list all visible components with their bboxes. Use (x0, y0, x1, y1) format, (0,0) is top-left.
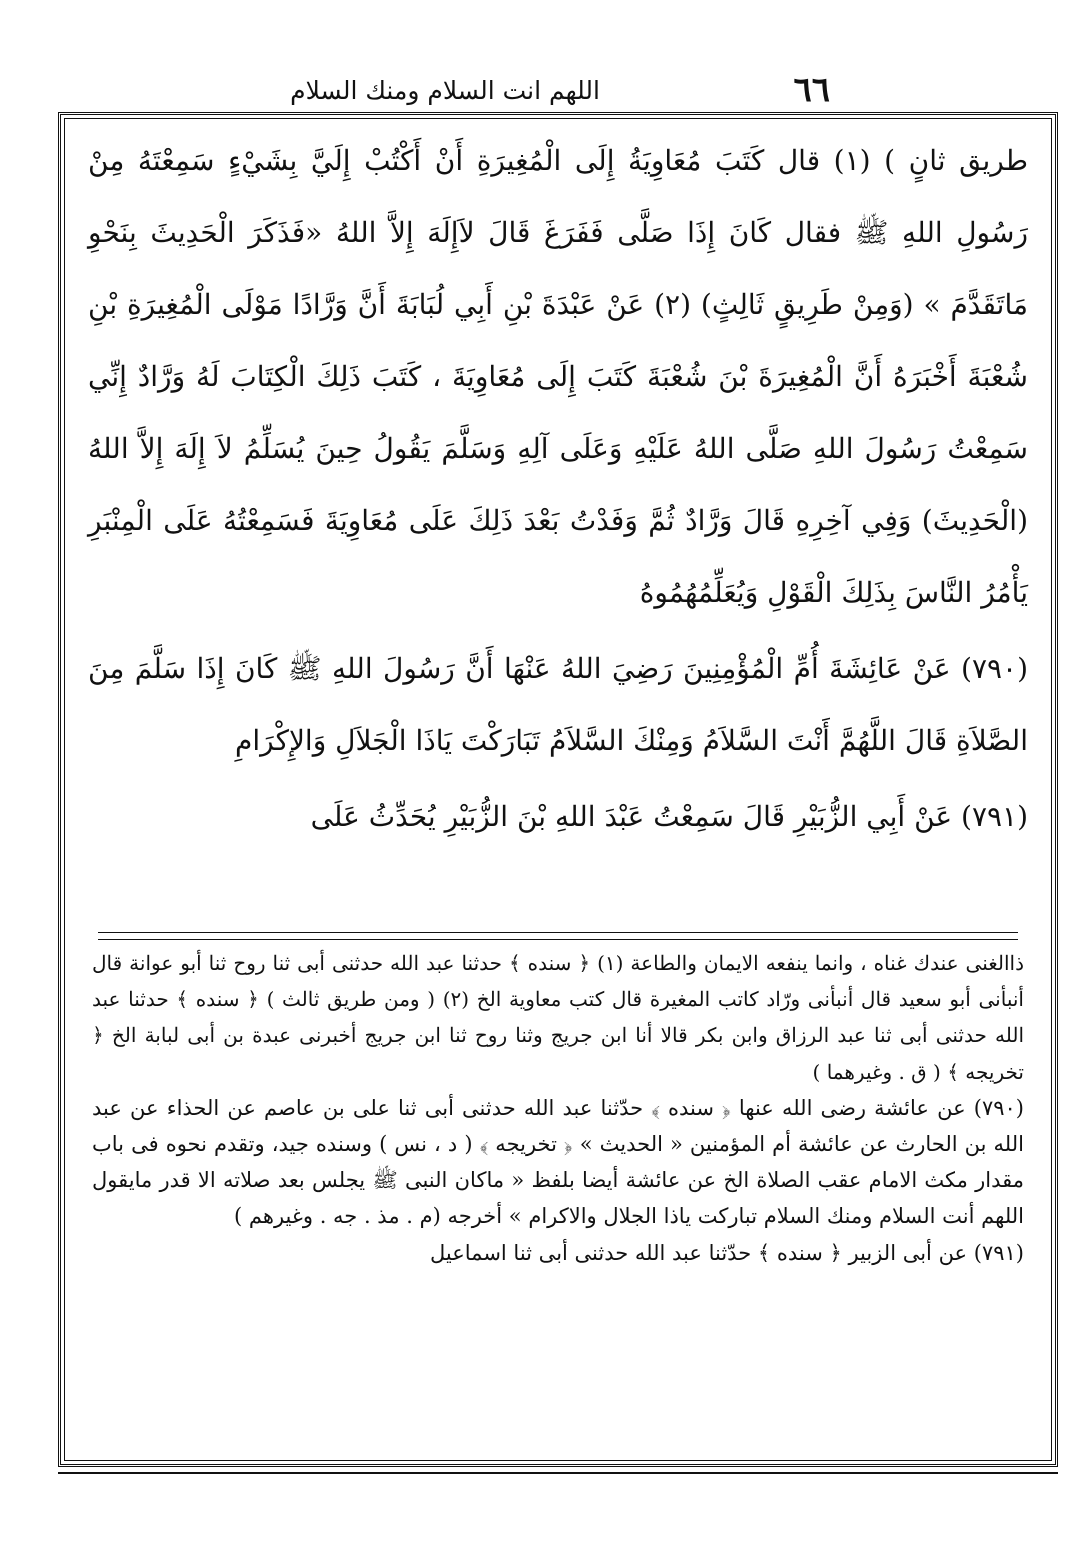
footnotes (92, 945, 1024, 1271)
running-title: اللهم انت السلام ومنك السلام (290, 76, 600, 105)
hadith-790: (٧٩٠) عَنْ عَائِشَةَ أُمِّ الْمُؤْمِنِينَ رَضِيَ اللهُ عَنْهَا أَنَّ رَسُولَ اللهِ ﷺ كَانَ إِذَا سَلَّمَ مِنَ الصَّلاَةِ قَالَ اللَّهُمَّ أَنْتَ السَّلاَمُ وَمِنْكَ السَّلاَمُ تَبَارَكْتَ يَاذَا الْجَلاَلِ وَالإِكْرَامِ (88, 652, 1028, 757)
footnote-hadith-790: (٧٩٠) عن عائشة رضى الله عنها ﴿ سنده ﴾ حدّثنا عبد الله حدثنى أبى ثنا على بن عاصم عن الحذاء عن عبد الله بن الحارث عن عائشة أم المؤمنين « الحديث » ﴿ تخريجه ﴾ ( د ، نس ) وسنده جيد، وتقدم نحوه فى باب مقدار مكث الامام عقب الصلاة الخ عن عائشة أيضا بلفظ « ماكان النبى ﷺ يجلس بعد صلاته الا قدر مايقول اللهم أنت السلام ومنك السلام تباركت ياذا الجلال والاكرام » أخرجه (م . مذ . جه . وغيرهم ) (92, 1095, 1024, 1229)
main-paragraph: طريق ثانٍ ) (١) قال كَتَبَ مُعَاوِيَةُ إِلَى الْمُغِيرَةِ أَنْ أَكْتُبْ إِلَيَّ بِشَيْءٍ سَمِعْتَهُ مِنْ رَسُولِ اللهِ ﷺ فقال كَانَ إِذَا صَلَّى فَفَرَغَ قَالَ لاَإِلَهَ إِلاَّ اللهُ «فَذَكَرَ الْحَدِيثَ بِنَحْوِ مَاتَقَدَّمَ » (وَمِنْ طَرِيقٍ ثَالِثٍ) (٢) عَنْ عَبْدَةَ بْنِ أَبِي لُبَابَةَ أَنَّ وَرَّادًا مَوْلَى الْمُغِيرَةِ بْنِ شُعْبَةَ أَخْبَرَهُ أَنَّ الْمُغِيرَةَ بْنَ شُعْبَةَ كَتَبَ إِلَى مُعَاوِيَةَ ، كَتَبَ ذَلِكَ الْكِتَابَ لَهُ وَرَّادٌ إِنِّي سَمِعْتُ رَسُولَ اللهِ صَلَّى اللهُ عَلَيْهِ وَعَلَى آلِهِ وَسَلَّمَ يَقُولُ حِينَ يُسَلِّمُ لاَ إِلَهَ إِلاَّ اللهُ (الْحَدِيثَ) وَفِي آخِرِهِ قَالَ وَرَّادٌ ثُمَّ وَفَدْتُ بَعْدَ ذَلِكَ عَلَى مُعَاوِيَةَ فَسَمِعْتُهُ عَلَى الْمِنْبَرِ يَأْمُرُ النَّاسَ بِذَلِكَ الْقَوْلِ وَيُعَلِّمُهُمُوهُ (88, 144, 1029, 609)
hadith-791: (٧٩١) عَنْ أَبِي الزُّبَيْرِ قَالَ سَمِعْتُ عَبْدَ اللهِ بْنَ الزُّبَيْرِ يُحَدِّثُ عَلَى (310, 800, 1028, 833)
main-text (88, 125, 1028, 853)
page-number: ٦٦ (793, 70, 830, 110)
footnote-paragraph: ذاالغنى عندك غناه ، وانما ينفعه الايمان والطاعة (١) ﴿ سنده ﴾ حدثنا عبد الله حدثنى أبى ثنا روح ثنا أبو عوانة قال أنبأنى أبو سعيد قال أنبأنى ورّاد كاتب المغيرة قال كتب معاوية الخ (٢) ( ومن طريق ثالث ) ﴿ سنده ﴾ حدثنا عبد الله حدثنى أبى ثنا عبد الرزاق وابن بكر قالا أنا ابن جريج وثنا روح ثنا ابن جريج أخبرنى عبدة بن أبى لبابة الخ ﴿ تخريجه ﴾ ( ق . وغيرهما ) (92, 951, 1024, 1084)
bottom-rule (58, 1472, 1058, 1478)
footnote-hadith-791: (٧٩١) عن أبى الزبير ﴿ سنده ﴾ حدّثنا عبد الله حدثنى أبى ثنا اسماعيل (430, 1240, 1024, 1265)
page-header (100, 70, 830, 112)
footnote-separator (98, 932, 1018, 940)
